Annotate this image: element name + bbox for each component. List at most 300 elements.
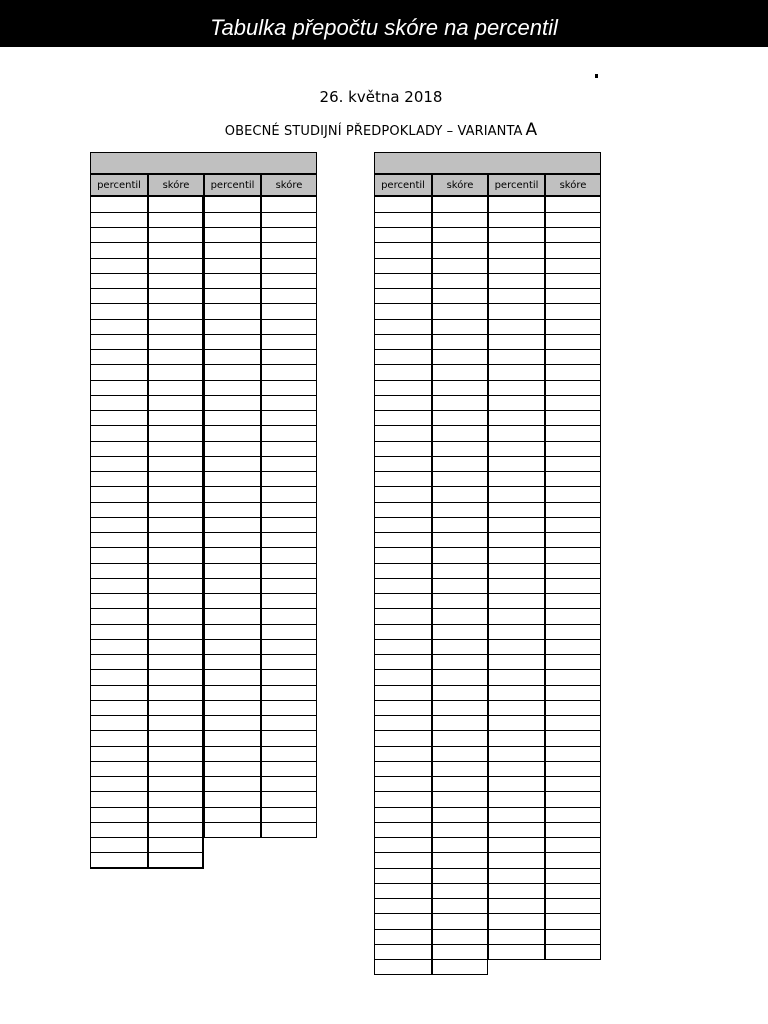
table-cell-skore: [545, 456, 601, 472]
table-cell-percentil: [374, 426, 432, 442]
table-cell-percentil: [374, 594, 432, 610]
table-cell-percentil: [374, 960, 432, 976]
table-cell-percentil: [488, 624, 545, 640]
table-cell-skore: [545, 639, 601, 655]
table-cell-percentil: [90, 228, 148, 244]
table-cell-percentil: [488, 273, 545, 289]
table-cell-skore: [148, 395, 204, 411]
table-cell-skore: [148, 533, 204, 549]
table-cell-percentil: [90, 853, 148, 869]
column-header-percentil: percentil: [204, 174, 261, 197]
table-cell-skore: [148, 258, 204, 274]
table-cell-percentil: [488, 761, 545, 777]
table-cell-percentil: [488, 426, 545, 442]
table-cell-percentil: [90, 548, 148, 564]
table-cell-skore: [432, 639, 488, 655]
table-cell-skore: [148, 700, 204, 716]
table-cell-skore: [148, 609, 204, 625]
table-cell-skore: [148, 777, 204, 793]
table-cell-percentil: [374, 944, 432, 960]
table-cell-percentil: [204, 228, 261, 244]
table-cell-skore: [261, 319, 317, 335]
table-cell-skore: [261, 639, 317, 655]
table-cell-percentil: [374, 258, 432, 274]
exam-subtitle: [0, 120, 762, 142]
table-cell-percentil: [90, 441, 148, 457]
table-cell-skore: [148, 197, 204, 213]
table-cell-skore: [545, 243, 601, 259]
table-cell-skore: [261, 517, 317, 533]
table-cell-skore: [432, 289, 488, 305]
table-cell-percentil: [374, 502, 432, 518]
table-cell-skore: [432, 517, 488, 533]
table-cell-skore: [148, 853, 204, 869]
table-cell-skore: [261, 594, 317, 610]
table-cell-percentil: [374, 319, 432, 335]
table-cell-percentil: [374, 395, 432, 411]
table-cell-skore: [261, 426, 317, 442]
table-cell-skore: [432, 731, 488, 747]
table-cell-percentil: [90, 411, 148, 427]
table-cell-percentil: [488, 243, 545, 259]
table-cell-percentil: [488, 472, 545, 488]
table-cell-percentil: [90, 289, 148, 305]
table-cell-skore: [261, 578, 317, 594]
table-cell-percentil: [90, 792, 148, 808]
table-cell-skore: [545, 731, 601, 747]
table-cell-skore: [148, 289, 204, 305]
table-cell-skore: [148, 411, 204, 427]
table-cell-skore: [261, 472, 317, 488]
table-cell-percentil: [204, 578, 261, 594]
table-cell-percentil: [204, 639, 261, 655]
column-header-percentil: percentil: [488, 174, 545, 197]
table-cell-percentil: [204, 716, 261, 732]
table-cell-percentil: [374, 746, 432, 762]
table-cell-percentil: [204, 700, 261, 716]
table-cell-skore: [148, 273, 204, 289]
table-cell-percentil: [488, 304, 545, 320]
table-cell-skore: [148, 517, 204, 533]
table-cell-skore: [148, 334, 204, 350]
table-cell-skore: [545, 441, 601, 457]
table-cell-percentil: [90, 243, 148, 259]
table-cell-percentil: [374, 868, 432, 884]
table-cell-skore: [432, 716, 488, 732]
table-cell-skore: [545, 899, 601, 915]
page-title-banner: [0, 0, 768, 47]
table-cell-skore: [261, 807, 317, 823]
column-header-percentil: percentil: [90, 174, 148, 197]
table-cell-skore: [432, 472, 488, 488]
table-cell-skore: [545, 228, 601, 244]
table-cell-percentil: [374, 411, 432, 427]
table-cell-percentil: [374, 578, 432, 594]
table-cell-percentil: [374, 807, 432, 823]
table-cell-percentil: [204, 502, 261, 518]
table-cell-skore: [432, 578, 488, 594]
table-cell-percentil: [374, 487, 432, 503]
table-cell-skore: [432, 853, 488, 869]
table-cell-skore: [432, 960, 488, 976]
table-cell-percentil: [488, 685, 545, 701]
table-cell-skore: [432, 441, 488, 457]
table-cell-skore: [432, 746, 488, 762]
table-cell-percentil: [90, 197, 148, 213]
table-cell-percentil: [374, 731, 432, 747]
table-cell-percentil: [488, 883, 545, 899]
table-cell-skore: [545, 792, 601, 808]
table-cell-percentil: [488, 655, 545, 671]
table-cell-skore: [148, 426, 204, 442]
table-cell-skore: [545, 761, 601, 777]
table-header-band: [90, 152, 317, 174]
table-cell-percentil: [374, 441, 432, 457]
table-cell-skore: [545, 563, 601, 579]
table-cell-skore: [545, 365, 601, 381]
table-cell-skore: [261, 334, 317, 350]
table-cell-percentil: [374, 289, 432, 305]
table-cell-skore: [261, 822, 317, 838]
table-cell-skore: [545, 914, 601, 930]
table-cell-percentil: [488, 487, 545, 503]
table-cell-skore: [261, 197, 317, 213]
table-cell-skore: [545, 289, 601, 305]
table-cell-percentil: [204, 609, 261, 625]
table-cell-skore: [545, 426, 601, 442]
table-cell-percentil: [90, 517, 148, 533]
table-cell-percentil: [374, 365, 432, 381]
table-cell-skore: [432, 822, 488, 838]
table-cell-percentil: [204, 304, 261, 320]
table-cell-percentil: [204, 456, 261, 472]
table-cell-percentil: [488, 228, 545, 244]
table-cell-percentil: [488, 212, 545, 228]
column-header-skore: skóre: [261, 174, 317, 197]
table-cell-skore: [545, 624, 601, 640]
table-cell-skore: [148, 594, 204, 610]
table-cell-percentil: [90, 456, 148, 472]
table-cell-percentil: [90, 273, 148, 289]
table-cell-percentil: [90, 761, 148, 777]
table-cell-percentil: [488, 807, 545, 823]
table-cell-skore: [432, 670, 488, 686]
column-header-skore: skóre: [148, 174, 204, 197]
table-cell-skore: [261, 685, 317, 701]
table-cell-skore: [432, 533, 488, 549]
table-cell-skore: [432, 502, 488, 518]
table-cell-percentil: [90, 395, 148, 411]
table-cell-skore: [432, 868, 488, 884]
table-cell-skore: [432, 792, 488, 808]
table-cell-skore: [261, 365, 317, 381]
table-cell-skore: [261, 533, 317, 549]
table-cell-skore: [432, 243, 488, 259]
table-cell-skore: [545, 929, 601, 945]
table-cell-percentil: [488, 578, 545, 594]
stray-dot: [595, 74, 598, 78]
table-cell-percentil: [488, 563, 545, 579]
table-cell-skore: [148, 655, 204, 671]
table-cell-skore: [148, 548, 204, 564]
table-cell-percentil: [90, 319, 148, 335]
table-cell-skore: [432, 807, 488, 823]
table-cell-skore: [148, 716, 204, 732]
table-cell-skore: [545, 350, 601, 366]
table-cell-percentil: [90, 670, 148, 686]
table-cell-skore: [432, 426, 488, 442]
table-cell-percentil: [374, 716, 432, 732]
exam-variant: A: [525, 120, 538, 140]
table-cell-percentil: [488, 441, 545, 457]
table-cell-percentil: [204, 350, 261, 366]
table-cell-percentil: [488, 914, 545, 930]
table-cell-skore: [148, 228, 204, 244]
table-cell-skore: [261, 761, 317, 777]
table-cell-percentil: [204, 685, 261, 701]
table-cell-skore: [545, 716, 601, 732]
table-cell-percentil: [488, 731, 545, 747]
table-cell-percentil: [374, 883, 432, 899]
table-cell-skore: [545, 700, 601, 716]
table-cell-skore: [545, 258, 601, 274]
table-cell-skore: [261, 243, 317, 259]
table-cell-percentil: [488, 639, 545, 655]
table-cell-percentil: [488, 533, 545, 549]
table-cell-percentil: [488, 700, 545, 716]
table-cell-skore: [261, 746, 317, 762]
table-cell-skore: [432, 563, 488, 579]
table-cell-skore: [545, 533, 601, 549]
table-cell-percentil: [204, 411, 261, 427]
table-cell-percentil: [204, 487, 261, 503]
table-cell-skore: [261, 228, 317, 244]
table-cell-skore: [261, 502, 317, 518]
table-cell-skore: [545, 319, 601, 335]
table-cell-percentil: [488, 746, 545, 762]
table-cell-percentil: [204, 273, 261, 289]
table-cell-skore: [261, 258, 317, 274]
table-cell-percentil: [204, 746, 261, 762]
table-cell-percentil: [90, 777, 148, 793]
table-cell-percentil: [488, 777, 545, 793]
table-cell-skore: [545, 883, 601, 899]
table-cell-skore: [432, 944, 488, 960]
table-cell-percentil: [204, 517, 261, 533]
table-cell-percentil: [204, 243, 261, 259]
table-cell-percentil: [204, 197, 261, 213]
table-cell-percentil: [374, 624, 432, 640]
table-cell-percentil: [374, 899, 432, 915]
table-cell-skore: [545, 746, 601, 762]
table-cell-percentil: [90, 472, 148, 488]
table-cell-skore: [545, 487, 601, 503]
table-cell-skore: [432, 273, 488, 289]
table-cell-percentil: [374, 380, 432, 396]
table-cell-percentil: [374, 822, 432, 838]
table-cell-percentil: [488, 792, 545, 808]
table-cell-skore: [545, 670, 601, 686]
table-cell-percentil: [374, 929, 432, 945]
table-cell-skore: [261, 289, 317, 305]
table-cell-percentil: [204, 289, 261, 305]
table-cell-skore: [432, 319, 488, 335]
table-cell-percentil: [488, 197, 545, 213]
table-cell-skore: [545, 334, 601, 350]
table-cell-skore: [148, 578, 204, 594]
table-cell-skore: [261, 792, 317, 808]
table-cell-percentil: [204, 624, 261, 640]
table-cell-skore: [545, 777, 601, 793]
table-cell-percentil: [374, 243, 432, 259]
table-cell-skore: [432, 685, 488, 701]
table-cell-skore: [432, 395, 488, 411]
page-title: Tabulka přepočtu skóre na percentil: [210, 15, 558, 40]
table-cell-skore: [261, 700, 317, 716]
table-cell-skore: [432, 212, 488, 228]
table-cell-skore: [148, 472, 204, 488]
table-cell-percentil: [488, 822, 545, 838]
table-cell-percentil: [488, 899, 545, 915]
table-cell-percentil: [90, 426, 148, 442]
table-cell-percentil: [488, 258, 545, 274]
table-cell-skore: [261, 273, 317, 289]
table-header-band: [374, 152, 601, 174]
table-cell-percentil: [204, 472, 261, 488]
table-cell-percentil: [374, 212, 432, 228]
table-cell-percentil: [488, 456, 545, 472]
table-cell-skore: [148, 792, 204, 808]
table-cell-percentil: [90, 822, 148, 838]
table-cell-percentil: [90, 304, 148, 320]
table-cell-skore: [432, 624, 488, 640]
table-cell-percentil: [488, 350, 545, 366]
table-cell-skore: [545, 273, 601, 289]
table-cell-skore: [432, 228, 488, 244]
table-cell-percentil: [204, 395, 261, 411]
table-cell-skore: [432, 548, 488, 564]
table-cell-percentil: [204, 731, 261, 747]
column-header-percentil: percentil: [374, 174, 432, 197]
table-cell-percentil: [374, 456, 432, 472]
table-cell-skore: [545, 578, 601, 594]
table-cell-percentil: [90, 334, 148, 350]
table-cell-percentil: [90, 716, 148, 732]
table-cell-skore: [148, 365, 204, 381]
table-cell-skore: [148, 685, 204, 701]
table-cell-skore: [545, 822, 601, 838]
table-cell-percentil: [204, 807, 261, 823]
table-cell-percentil: [204, 441, 261, 457]
table-cell-percentil: [374, 197, 432, 213]
table-cell-percentil: [90, 380, 148, 396]
table-cell-percentil: [488, 289, 545, 305]
table-cell-percentil: [374, 563, 432, 579]
table-cell-percentil: [374, 670, 432, 686]
table-cell-skore: [148, 212, 204, 228]
table-cell-skore: [261, 548, 317, 564]
table-cell-skore: [148, 243, 204, 259]
table-cell-skore: [261, 716, 317, 732]
table-cell-skore: [261, 212, 317, 228]
table-cell-percentil: [374, 273, 432, 289]
table-cell-percentil: [204, 319, 261, 335]
table-cell-percentil: [374, 761, 432, 777]
table-cell-percentil: [374, 838, 432, 854]
table-cell-skore: [261, 304, 317, 320]
table-cell-percentil: [204, 670, 261, 686]
table-cell-skore: [432, 258, 488, 274]
table-cell-percentil: [374, 517, 432, 533]
table-cell-skore: [148, 746, 204, 762]
table-cell-percentil: [90, 609, 148, 625]
table-cell-percentil: [204, 655, 261, 671]
table-cell-percentil: [374, 853, 432, 869]
table-cell-percentil: [488, 944, 545, 960]
table-cell-skore: [545, 944, 601, 960]
table-cell-skore: [261, 380, 317, 396]
table-cell-percentil: [374, 533, 432, 549]
table-cell-skore: [148, 487, 204, 503]
table-cell-skore: [261, 487, 317, 503]
table-cell-percentil: [374, 304, 432, 320]
table-cell-percentil: [374, 334, 432, 350]
table-cell-skore: [545, 212, 601, 228]
table-cell-skore: [432, 761, 488, 777]
table-cell-percentil: [374, 914, 432, 930]
table-cell-skore: [261, 670, 317, 686]
table-cell-skore: [545, 411, 601, 427]
table-cell-percentil: [90, 594, 148, 610]
table-cell-skore: [432, 456, 488, 472]
table-cell-percentil: [90, 487, 148, 503]
table-cell-percentil: [374, 548, 432, 564]
table-cell-percentil: [204, 594, 261, 610]
table-cell-skore: [261, 395, 317, 411]
table-cell-skore: [432, 899, 488, 915]
table-cell-percentil: [90, 731, 148, 747]
table-cell-percentil: [488, 868, 545, 884]
table-cell-skore: [545, 548, 601, 564]
table-cell-percentil: [204, 365, 261, 381]
table-cell-skore: [261, 731, 317, 747]
table-cell-percentil: [90, 578, 148, 594]
table-cell-skore: [432, 487, 488, 503]
table-cell-percentil: [90, 639, 148, 655]
table-cell-skore: [261, 624, 317, 640]
table-cell-percentil: [374, 639, 432, 655]
table-cell-skore: [545, 838, 601, 854]
table-cell-skore: [261, 456, 317, 472]
table-cell-skore: [432, 594, 488, 610]
table-cell-skore: [545, 472, 601, 488]
table-cell-percentil: [90, 746, 148, 762]
table-cell-percentil: [488, 853, 545, 869]
table-cell-percentil: [488, 365, 545, 381]
table-cell-percentil: [204, 822, 261, 838]
table-cell-skore: [432, 334, 488, 350]
exam-subtitle-text: OBECNÉ STUDIJNÍ PŘEDPOKLADY – VARIANTA: [224, 124, 523, 139]
table-cell-skore: [148, 761, 204, 777]
table-cell-percentil: [374, 609, 432, 625]
table-cell-skore: [261, 563, 317, 579]
table-cell-percentil: [374, 777, 432, 793]
table-cell-percentil: [374, 685, 432, 701]
table-cell-skore: [545, 197, 601, 213]
table-cell-skore: [148, 807, 204, 823]
table-cell-percentil: [204, 792, 261, 808]
table-cell-skore: [148, 639, 204, 655]
